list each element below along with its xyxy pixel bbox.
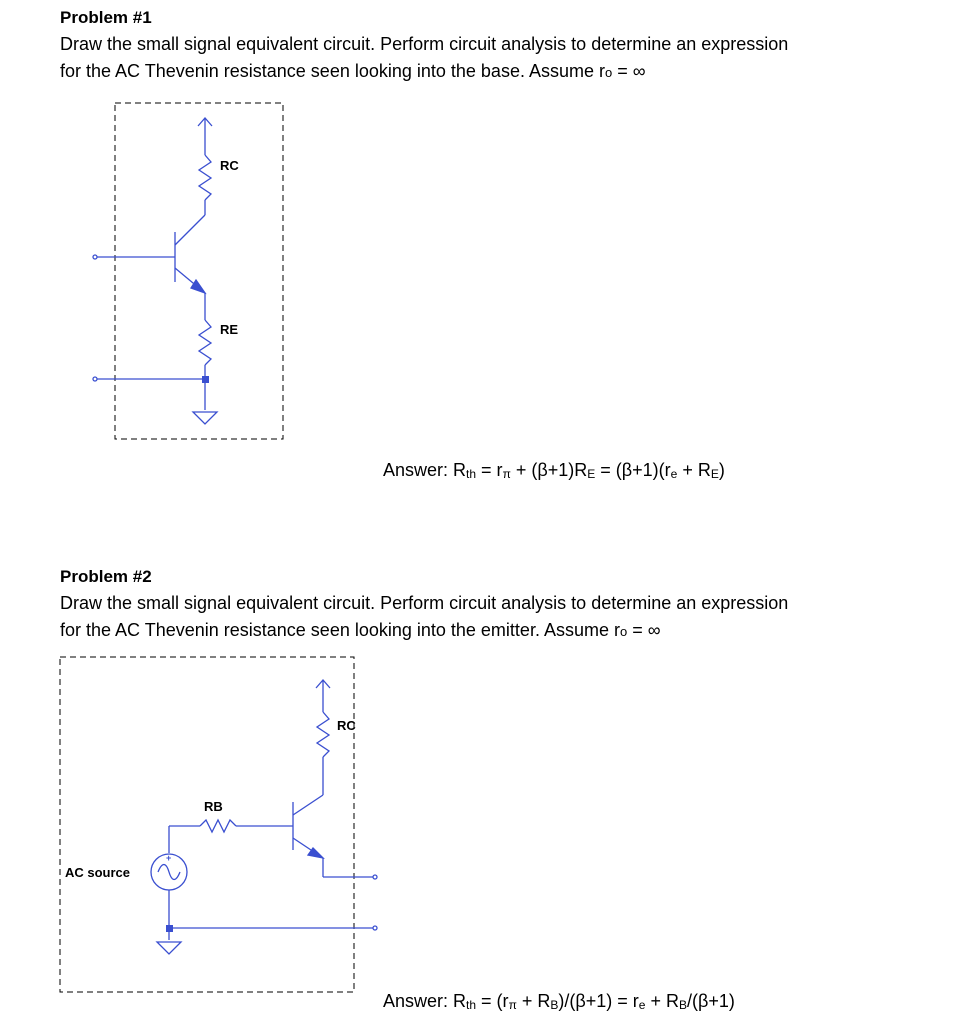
rb-label: RB — [204, 799, 223, 814]
vcc-arrow-icon — [316, 680, 330, 700]
problem2-answer: Answer: Rth = (rπ + RB)/(β+1) = re + RB/(β+1) — [383, 991, 735, 1012]
rc-label: RC — [220, 158, 239, 173]
rc-resistor — [317, 712, 329, 757]
re-label: RE — [220, 322, 239, 337]
problem1-line1: Draw the small signal equivalent circuit. Perform circuit analysis to determine an expression — [60, 34, 789, 54]
rb-resistor — [200, 820, 236, 832]
problem1-heading: Problem #1 — [60, 8, 152, 27]
rc-label: RC — [337, 718, 356, 733]
ac-source-label: AC source — [65, 865, 131, 880]
problem2-line2: for the AC Thevenin resistance seen looking into the emitter. Assume ro = ∞ — [60, 620, 661, 640]
problem1-answer: Answer: Rth = rπ + (β+1)RE = (β+1)(re + RE) — [383, 460, 725, 481]
problem2-heading: Problem #2 — [60, 567, 152, 586]
problem1-line2: for the AC Thevenin resistance seen looking into the base. Assume ro = ∞ — [60, 61, 646, 81]
ground-icon — [157, 942, 181, 954]
problem2-line1: Draw the small signal equivalent circuit. Perform circuit analysis to determine an expression — [60, 593, 789, 613]
emitter-terminal — [373, 875, 377, 879]
problem2-dashed-boundary — [60, 657, 354, 992]
plus-sign: + — [166, 853, 172, 863]
